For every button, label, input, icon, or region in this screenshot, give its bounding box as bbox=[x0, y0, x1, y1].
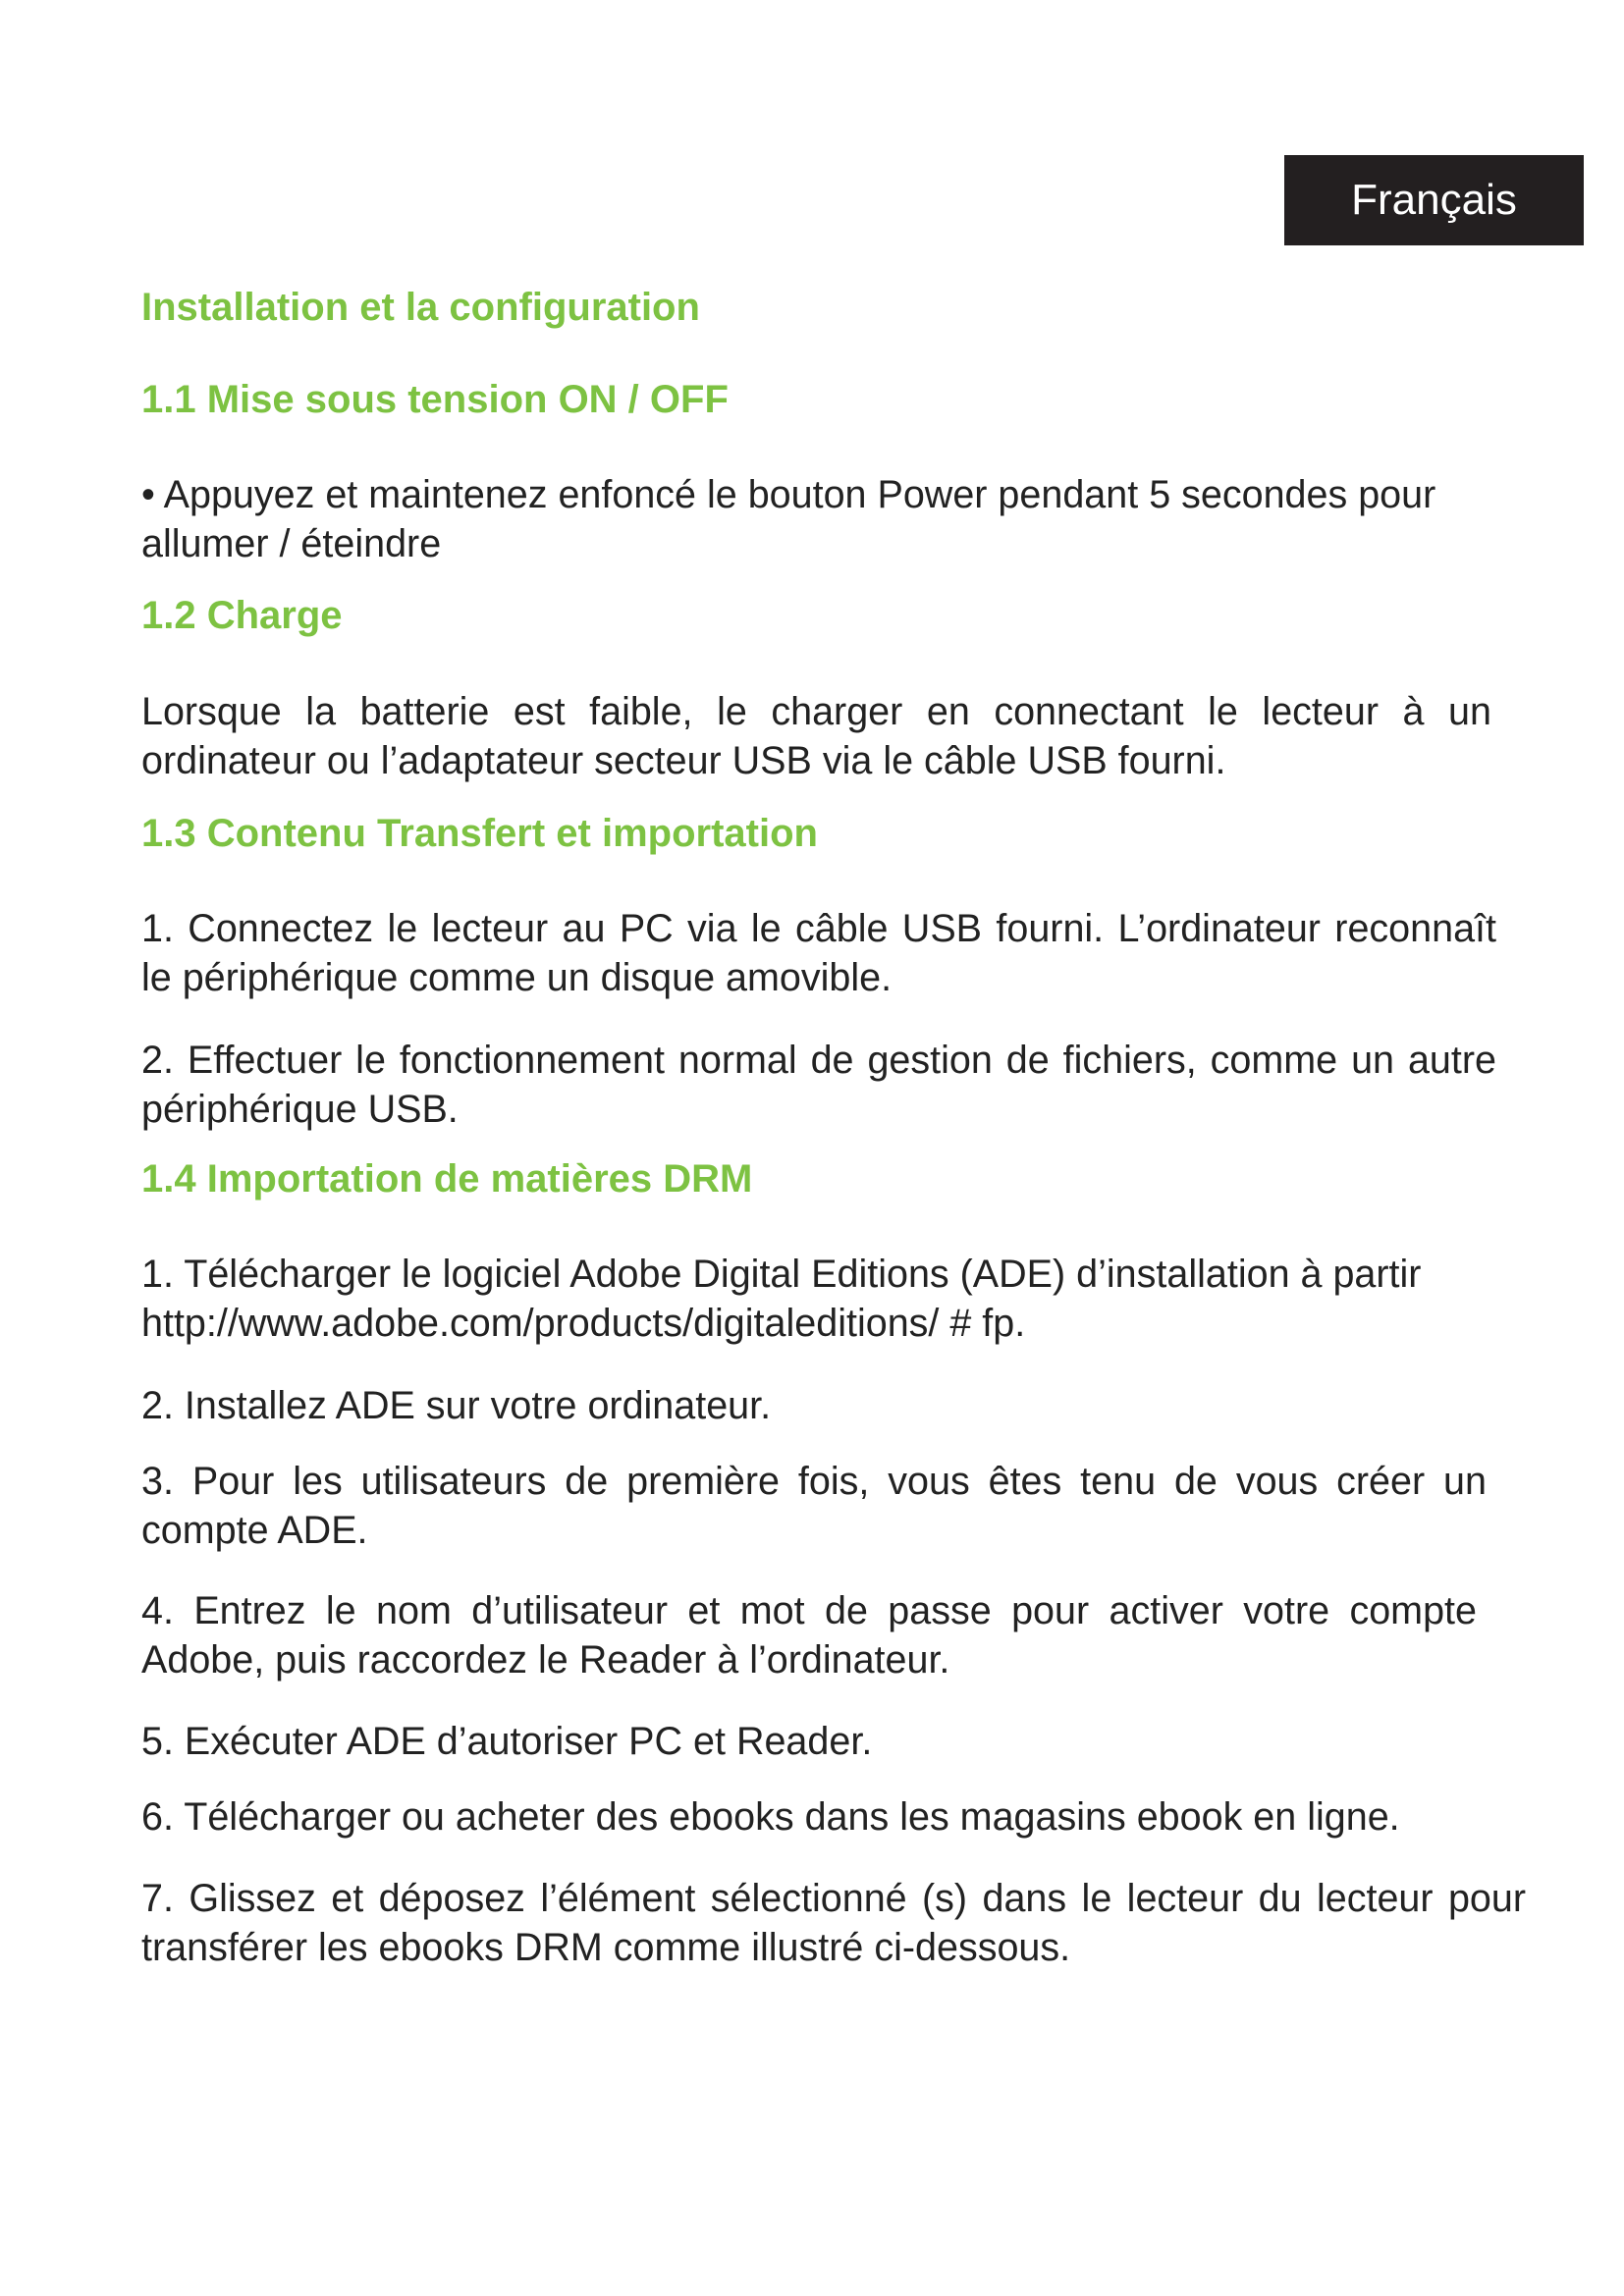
paragraph-connect: 1. Connectez le lecteur au PC via le câble USB fourni. L’ordinateur reconnaît le périphérique comme un disque amovible. bbox=[141, 907, 1496, 999]
paragraph-download-ade: 1. Télécharger le logiciel Adobe Digital Editions (ADE) d’installation à partir http://www.adobe.com/products/digitaleditions/ # fp. bbox=[141, 1253, 1422, 1345]
paragraph-activate-account: 4. Entrez le nom d’utilisateur et mot de passe pour activer votre compte Adobe, puis raccordez le Reader à l’ordinateur. bbox=[141, 1589, 1477, 1682]
paragraph-power: • Appuyez et maintenez enfoncé le bouton Power pendant 5 secondes pour allumer / éteindre bbox=[141, 473, 1436, 565]
section-heading-1-4: 1.4 Importation de matières DRM bbox=[141, 1157, 753, 1201]
paragraph-create-account: 3. Pour les utilisateurs de première fois, vous êtes tenu de vous créer un compte ADE. bbox=[141, 1460, 1487, 1552]
paragraph-file-management: 2. Effectuer le fonctionnement normal de gestion de fichiers, comme un autre périphérique USB. bbox=[141, 1039, 1496, 1131]
paragraph-drag-drop: 7. Glissez et déposez l’élément sélectionné (s) dans le lecteur du lecteur pour transférer les ebooks DRM comme illustré ci-dessous. bbox=[141, 1877, 1526, 1969]
section-heading-1-2: 1.2 Charge bbox=[141, 594, 343, 637]
paragraph-authorize: 5. Exécuter ADE d’autoriser PC et Reader. bbox=[141, 1720, 873, 1763]
section-heading-1-1: 1.1 Mise sous tension ON / OFF bbox=[141, 378, 729, 421]
paragraph-charge: Lorsque la batterie est faible, le charger en connectant le lecteur à un ordinateur ou l’adaptateur secteur USB via le câble USB fourni. bbox=[141, 690, 1491, 782]
paragraph-install-ade: 2. Installez ADE sur votre ordinateur. bbox=[141, 1384, 772, 1427]
paragraph-buy-ebooks: 6. Télécharger ou acheter des ebooks dans les magasins ebook en ligne. bbox=[141, 1795, 1400, 1839]
section-heading-1-3: 1.3 Contenu Transfert et importation bbox=[141, 812, 818, 855]
language-tab: Français bbox=[1284, 155, 1584, 245]
page-title: Installation et la configuration bbox=[141, 286, 700, 329]
